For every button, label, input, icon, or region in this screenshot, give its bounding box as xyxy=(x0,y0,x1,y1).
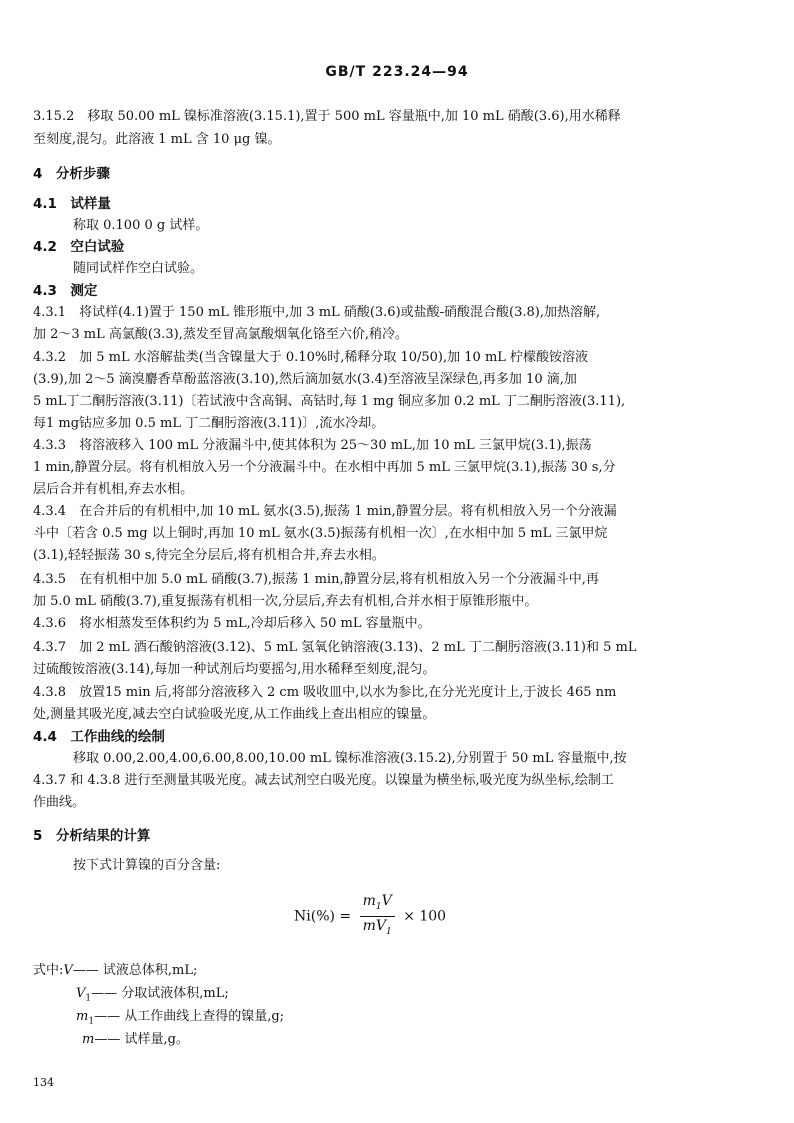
text-line: 按下式计算镍的百分含量: xyxy=(73,858,221,873)
legend-item: $m_1——$ 从工作曲线上查得的镍量,g; xyxy=(76,1009,285,1027)
text-line: 1 min,静置分层。将有机相放入另一个分液漏斗中。在水相中再加 5 mL 三氯甲烷(3.1),振荡 30 s,分 xyxy=(33,460,616,475)
text-line: (3.1),轻轻振荡 30 s,待完全分层后,将有机相合并,弃去水相。 xyxy=(33,548,385,563)
text-line: 3.15.2 移取 50.00 mL 镍标准溶液(3.15.1),置于 500 mL 容量瓶中,加 10 mL 硝酸(3.6),用水稀释 xyxy=(33,109,621,124)
legend-item: m—— 试样量,g。 xyxy=(82,1032,189,1047)
formula-fraction xyxy=(360,892,395,941)
subsection-heading-4-4: 4.4 工作曲线的绘制 xyxy=(33,729,165,745)
legend-item: 式中:V—— 试液总体积,mL; xyxy=(33,963,198,978)
subsection-heading-4-1: 4.1 试样量 xyxy=(33,196,111,212)
text-line: 4.3.1 将试样(4.1)置于 150 mL 锥形瓶中,加 3 mL 硝酸(3.6)或盐酸-硝酸混合酸(3.8),加热溶解, xyxy=(33,305,601,320)
subsection-heading-4-3: 4.3 测定 xyxy=(33,283,98,299)
text-line: 处,测量其吸光度,减去空白试验吸光度,从工作曲线上查出相应的镍量。 xyxy=(33,707,436,722)
text-line: 每1 mg钴应多加 0.5 mL 丁二酮肟溶液(3.11)〕,流水冷却。 xyxy=(33,416,385,431)
formula-lhs: Ni(%) = xyxy=(294,908,352,925)
formula-denominator: $mV_1$ xyxy=(362,917,392,937)
section-heading-4: 4 分析步骤 xyxy=(33,166,110,182)
text-line: 移取 0.00,2.00,4.00,6.00,8.00,10.00 mL 镍标准溶液(3.15.2),分别置于 50 mL 容量瓶中,按 xyxy=(73,751,627,766)
text-line: 加 2～3 mL 高氯酸(3.3),蒸发至冒高氯酸烟氧化铬至六价,稍冷。 xyxy=(33,327,408,342)
formula xyxy=(294,892,446,941)
subsection-heading-4-2: 4.2 空白试验 xyxy=(33,239,125,255)
section-heading-5: 5 分析结果的计算 xyxy=(33,828,151,844)
text-line: 4.3.2 加 5 mL 水溶解盐类(当含镍量大于 0.10%时,稀释分取 10/50),加 10 mL 柠檬酸铵溶液 xyxy=(33,350,589,365)
text-line: 4.3.5 在有机相中加 5.0 mL 硝酸(3.7),振荡 1 min,静置分层,将有机相放入另一个分液漏斗中,再 xyxy=(33,572,599,587)
text-line: 4.3.6 将水相蒸发至体积约为 5 mL,冷却后移入 50 mL 容量瓶中。 xyxy=(33,616,431,631)
text-line: 至刻度,混匀。此溶液 1 mL 含 10 μg 镍。 xyxy=(33,132,281,147)
text-line: 4.3.4 在合并后的有机相中,加 10 mL 氨水(3.5),振荡 1 min,静置分层。将有机相放入另一个分液漏 xyxy=(33,504,617,519)
text-line: 4.3.7 加 2 mL 酒石酸钠溶液(3.12)、5 mL 氢氧化钠溶液(3.13)、2 mL 丁二酮肟溶液(3.11)和 5 mL xyxy=(33,640,637,655)
text-line: 4.3.8 放置15 min 后,将部分溶液移入 2 cm 吸收皿中,以水为参比,在分光光度计上,于波长 465 nm xyxy=(33,685,617,700)
page-header: GB/T 223.24—94 xyxy=(325,64,469,80)
page-number: 134 xyxy=(33,1076,54,1089)
legend-item: $V_1——$ 分取试液体积,mL; xyxy=(76,986,229,1004)
text-line: 4.3.7 和 4.3.8 进行至测量其吸光度。减去试剂空白吸光度。以镍量为横坐标,吸光度为纵坐标,绘制工 xyxy=(33,773,614,788)
text-line: 加 5.0 mL 硝酸(3.7),重复振荡有机相一次,分层后,弃去有机相,合并水相于原锥形瓶中。 xyxy=(33,594,538,609)
formula-tail: × 100 xyxy=(403,908,447,925)
text-line: 过硫酸铵溶液(3.14),每加一种试剂后均要摇匀,用水稀释至刻度,混匀。 xyxy=(33,662,436,677)
text-line: 随同试样作空白试验。 xyxy=(73,261,204,276)
text-line: 层后合并有机相,弃去水相。 xyxy=(33,482,194,497)
text-line: (3.9),加 2～5 滴溴麝香草酚蓝溶液(3.10),然后滴加氨水(3.4)至溶液呈深绿色,再多加 10 滴,加 xyxy=(33,372,577,387)
text-line: 作曲线。 xyxy=(33,795,86,810)
text-line: 4.3.3 将溶液移入 100 mL 分液漏斗中,使其体积为 25～30 mL,加 10 mL 三氯甲烷(3.1),振荡 xyxy=(33,438,592,453)
text-line: 称取 0.100 0 g 试样。 xyxy=(73,218,209,233)
text-line: 斗中〔若含 0.5 mg 以上铜时,再加 10 mL 氨水(3.5)振荡有机相一次〕,在水相中加 5 mL 三氯甲烷 xyxy=(33,526,608,541)
formula-numerator: $m_1V$ xyxy=(360,892,395,917)
text-line: 5 mL丁二酮肟溶液(3.11)〔若试液中含高铜、高钴时,每 1 mg 铜应多加 0.2 mL 丁二酮肟溶液(3.11), xyxy=(33,394,626,409)
